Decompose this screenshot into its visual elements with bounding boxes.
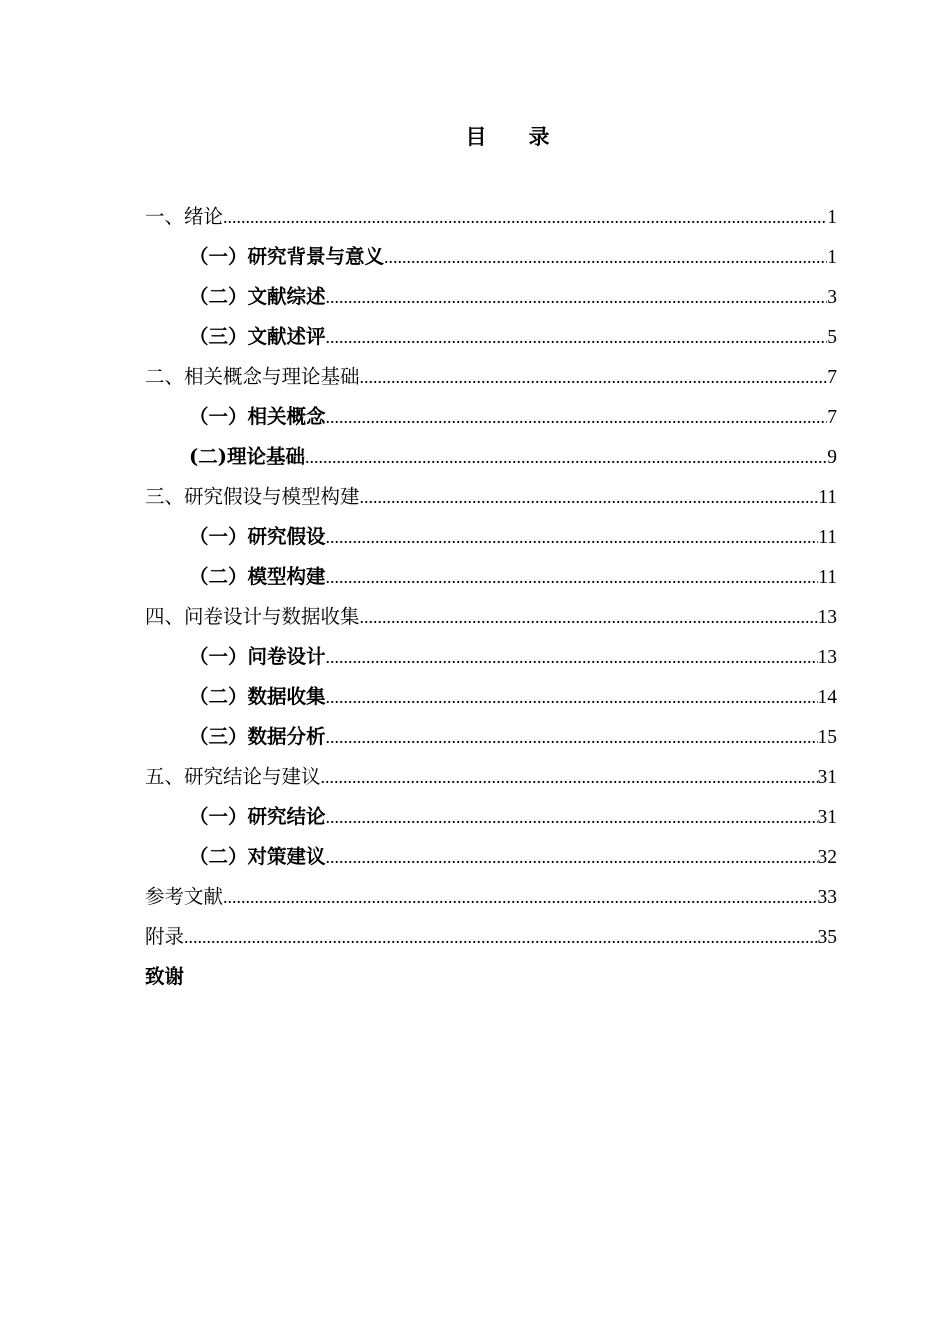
toc-entry[interactable] xyxy=(145,917,837,957)
toc-leader-dots xyxy=(326,677,818,717)
toc-entry-label: （一）问卷设计 xyxy=(189,645,326,668)
toc-entry[interactable] xyxy=(145,837,837,877)
toc-leader-dots xyxy=(326,517,819,557)
table-of-contents xyxy=(145,197,837,997)
toc-leader-dots xyxy=(384,237,827,277)
toc-entry[interactable] xyxy=(145,277,837,317)
toc-entry[interactable] xyxy=(145,317,837,357)
toc-entry-label: 参考文献 xyxy=(145,885,224,908)
toc-page-number: 13 xyxy=(817,647,837,668)
toc-leader-dots xyxy=(360,477,819,517)
toc-entry-label: （三）数据分析 xyxy=(189,725,326,748)
toc-page-number: 32 xyxy=(817,847,837,868)
toc-entry[interactable] xyxy=(145,757,837,797)
toc-entry[interactable] xyxy=(145,517,837,557)
toc-entry[interactable] xyxy=(145,237,837,277)
toc-leader-dots xyxy=(305,437,827,477)
toc-page-number: 1 xyxy=(827,207,837,228)
toc-entry[interactable] xyxy=(145,197,837,237)
toc-entry-label: 一、绪论 xyxy=(145,205,224,228)
toc-entry[interactable] xyxy=(145,397,837,437)
toc-page-number: 11 xyxy=(818,567,837,588)
toc-leader-dots xyxy=(326,557,819,597)
toc-page-number: 7 xyxy=(827,367,837,388)
toc-leader-dots xyxy=(326,317,828,357)
toc-title: 目 录 xyxy=(465,124,550,149)
toc-leader-dots xyxy=(326,797,818,837)
toc-page-number: 35 xyxy=(817,927,837,948)
toc-entry-label: （二）模型构建 xyxy=(189,565,326,588)
toc-page-number: 3 xyxy=(827,287,837,308)
toc-entry-label: (二)理论基础 xyxy=(189,445,305,468)
toc-page-number: 7 xyxy=(827,407,837,428)
toc-entry-label: （一）研究背景与意义 xyxy=(189,245,385,268)
toc-entry[interactable] xyxy=(145,797,837,837)
toc-entry-label: 四、问卷设计与数据收集 xyxy=(145,605,360,628)
toc-entry[interactable] xyxy=(145,877,837,917)
toc-page-number: 13 xyxy=(817,607,837,628)
toc-leader-dots xyxy=(326,637,818,677)
toc-entry-label: （二）文献综述 xyxy=(189,285,326,308)
toc-entry-label: （一）研究假设 xyxy=(189,525,326,548)
toc-entry-label: 五、研究结论与建议 xyxy=(145,765,321,788)
toc-page-number: 5 xyxy=(827,327,837,348)
toc-entry-label: （二）对策建议 xyxy=(189,845,326,868)
toc-leader-dots xyxy=(326,277,828,317)
toc-entry-label: 附录 xyxy=(145,925,185,948)
toc-leader-dots xyxy=(321,757,818,797)
toc-page-number: 11 xyxy=(818,487,837,508)
toc-page-number: 1 xyxy=(827,247,837,268)
toc-leader-dots xyxy=(326,397,828,437)
toc-entry-label: 二、相关概念与理论基础 xyxy=(145,365,360,388)
toc-leader-dots xyxy=(360,357,828,397)
toc-entry[interactable] xyxy=(145,597,837,637)
toc-entry[interactable] xyxy=(145,437,837,477)
toc-entry[interactable] xyxy=(145,717,837,757)
toc-leader-dots xyxy=(326,837,818,877)
toc-entry[interactable] xyxy=(145,677,837,717)
toc-page-number: 9 xyxy=(827,447,837,468)
toc-page-number: 31 xyxy=(817,767,837,788)
toc-entry-label: （三）文献述评 xyxy=(189,325,326,348)
toc-entry[interactable] xyxy=(145,357,837,397)
toc-page-number: 31 xyxy=(817,807,837,828)
toc-entry-label: （一）相关概念 xyxy=(189,405,326,428)
toc-page-number: 15 xyxy=(817,727,837,748)
toc-entry[interactable] xyxy=(145,637,837,677)
toc-page-number: 33 xyxy=(817,887,837,908)
toc-entry[interactable] xyxy=(145,477,837,517)
toc-entry-label: （一）研究结论 xyxy=(189,805,326,828)
toc-leader-dots xyxy=(326,717,818,757)
toc-leader-dots xyxy=(223,877,817,917)
toc-entry-label: 致谢 xyxy=(145,965,185,988)
toc-page-number: 14 xyxy=(817,687,837,708)
toc-entry-label: （二）数据收集 xyxy=(189,685,326,708)
toc-entry[interactable] xyxy=(145,557,837,597)
toc-page-number: 11 xyxy=(818,527,837,548)
toc-entry[interactable] xyxy=(145,957,837,997)
toc-leader-dots xyxy=(360,597,818,637)
toc-leader-dots xyxy=(223,197,827,237)
toc-leader-dots xyxy=(184,917,817,957)
toc-entry-label: 三、研究假设与模型构建 xyxy=(145,485,360,508)
